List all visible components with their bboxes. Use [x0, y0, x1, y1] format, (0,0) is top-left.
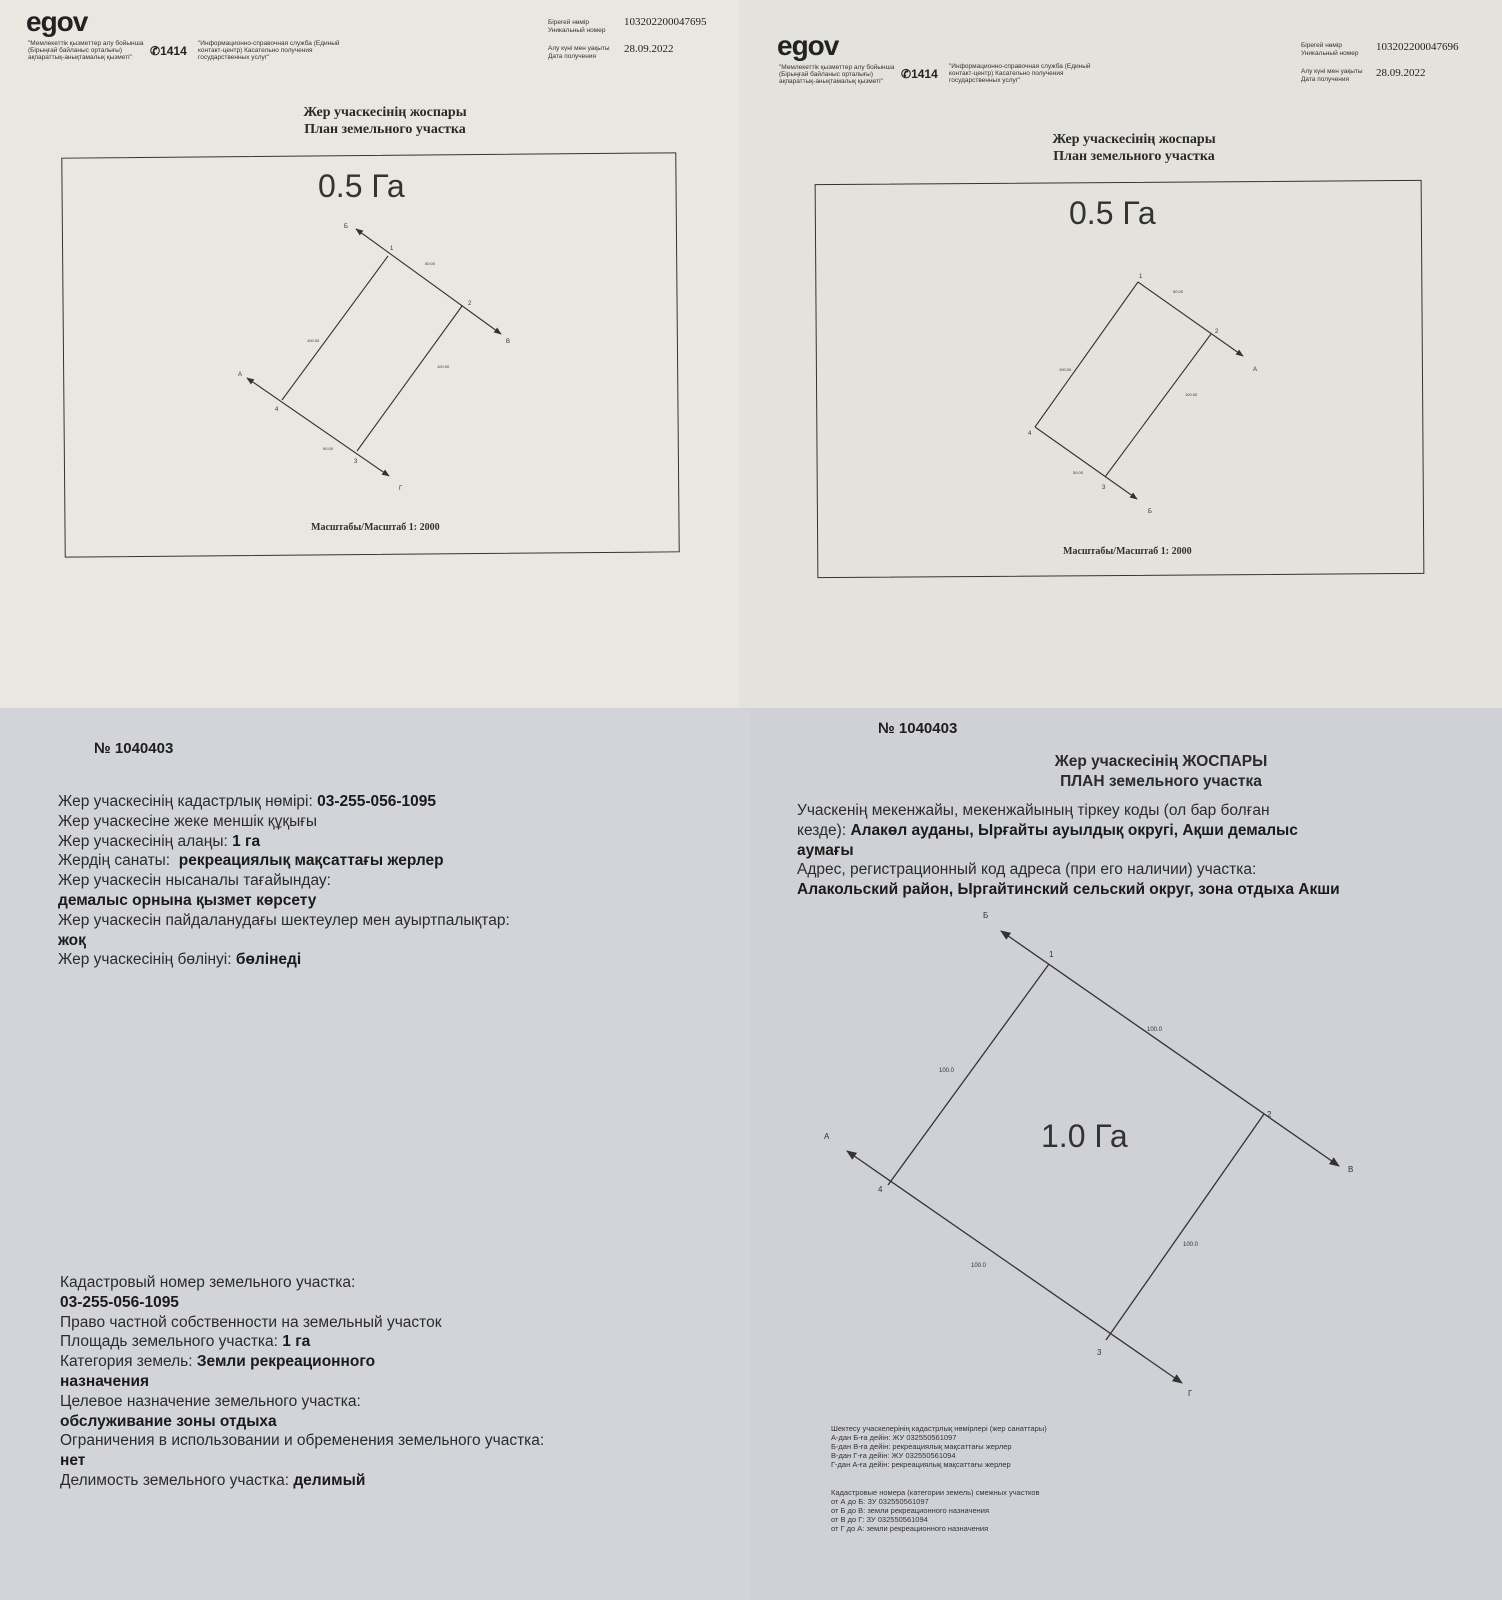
ru-right: Право частной собственности на земельный участок [60, 1313, 442, 1331]
kz-area: Жер учаскесінің алаңы: 1 га [58, 832, 261, 850]
label-pt2: 2 [1215, 329, 1219, 335]
egov-logo: egov [777, 30, 839, 61]
label-len-bottom: 50.00 [1073, 470, 1084, 475]
addr-ru-value: Алакольский район, Ыргайтинский сельский округ, зона отдыха Акши [797, 881, 1340, 899]
adjacent-ru-item: от Г до А: земли рекреационного назначения [831, 1524, 989, 1533]
adjacent-ru-item: от Б до В: земли рекреационного назначения [831, 1506, 990, 1515]
ru-category-cont: назначения [60, 1372, 150, 1390]
label-pt4: 4 [275, 407, 279, 413]
ru-cadastral-value: 03-255-056-1095 [60, 1293, 179, 1311]
adjacent-ru-item: от В до Г: ЗУ 032550561094 [831, 1515, 928, 1524]
label-pt1: 1 [1139, 274, 1143, 280]
label-pt3: 3 [1102, 485, 1106, 491]
phone-1414: ✆1414 [901, 67, 938, 81]
label-dir-a: А [824, 1132, 830, 1141]
label-dir-b: Б [344, 224, 348, 230]
date: 28.09.2022 [1376, 67, 1426, 79]
ru-details [60, 1273, 700, 1491]
label-dir-b: Б [983, 911, 989, 920]
label-len-top: 50.00 [1173, 289, 1184, 294]
addr-kz-value: кезде): Алакөл ауданы, Ырғайты ауылдық округі, Ақши демалыс [797, 821, 1298, 839]
label-len-right: 100.00 [437, 364, 450, 369]
date-label-kz: Алу күні мен уақыты [1301, 68, 1363, 75]
plan-title-kz: Жер учаскесінің ЖОСПАРЫ [1054, 753, 1268, 770]
label-len-left: 100.00 [1059, 367, 1072, 372]
area-label: 1.0 Га [1041, 1118, 1128, 1154]
side-right [357, 306, 462, 451]
adjacent-kz-item: Б-дан В-ға дейін: рекреациялық мақсаттағы жерлер [831, 1442, 1012, 1451]
plot-drawing [739, 0, 1502, 708]
label-pt1: 1 [1049, 950, 1054, 959]
label-dir-g: Г [399, 486, 403, 492]
label-pt3: 3 [1097, 1348, 1102, 1357]
kz-divisibility: Жер учаскесінің бөлінуі: бөлінеді [58, 951, 302, 969]
label-dir-v: В [506, 339, 511, 345]
date: 28.09.2022 [624, 43, 674, 55]
line-a-g [847, 1151, 1182, 1383]
unique-label-ru: Уникальный номер [548, 27, 606, 34]
label-len-left: 100.00 [307, 338, 320, 343]
side-left [888, 964, 1049, 1185]
label-len-left: 100.0 [939, 1068, 955, 1074]
header-ru: "Информационно-справочная служба (Единый контакт-центр) Касательно получения государственных услуг" [949, 63, 1091, 84]
label-len-top: 100.0 [1147, 1027, 1163, 1033]
side-right [1106, 1114, 1264, 1340]
egov-logo: egov [26, 6, 88, 37]
header-ru: "Информационно-справочная служба (Единый контакт-центр) Касательно получения государственных услуг" [198, 40, 340, 61]
adjacent-ru [831, 1488, 1151, 1533]
kz-limits-label: Жер учаскесін пайдаланудағы шектеулер мен ауыртпалықтар: [58, 911, 510, 929]
adjacent-kz [831, 1424, 1151, 1469]
side-top [1138, 282, 1243, 356]
unique-label-kz: Бірегей нөмір [1301, 42, 1342, 49]
side-bottom [1035, 427, 1137, 499]
header-kz: "Мемлекеттік қызметтер алу бойынша (Бірыңғай байланыс орталығы) ақпараттық-анықтамалық қызметі" [779, 64, 895, 85]
label-pt3: 3 [354, 459, 358, 465]
addr-ru-label: Адрес, регистрационный код адреса (при его наличии) участка: [797, 861, 1257, 879]
area-label: 0.5 Га [1069, 195, 1156, 231]
adjacent-kz-item: В-дан Г-ға дейін: ЖУ 032550561094 [831, 1451, 956, 1460]
plan-title-ru: ПЛАН земельного участка [1060, 772, 1262, 790]
ru-category: Категория земель: Земли рекреационного [60, 1353, 376, 1371]
scale-label: Масштабы/Масштаб 1: 2000 [311, 522, 440, 533]
header-kz: "Мемлекеттік қызметтер алу бойынша (Бірыңғай байланыс орталығы) ақпараттық-анықтамалық қызметі" [28, 40, 144, 61]
plan-title-ru: План земельного участка [1053, 149, 1215, 164]
line-b-v [356, 229, 501, 334]
phone-1414: ✆1414 [150, 44, 187, 58]
kz-cadastral: Жер учаскесінің кадастрлық нөмірі: 03-255-056-1095 [58, 793, 437, 810]
ru-area: Площадь земельного участка: 1 га [60, 1333, 311, 1351]
label-len-bottom: 50.00 [323, 446, 334, 451]
scale-label: Масштабы/Масштаб 1: 2000 [1063, 546, 1192, 557]
plan-title-ru: План земельного участка [304, 122, 466, 137]
side-right [1105, 334, 1211, 477]
label-len-right: 100.00 [1185, 392, 1198, 397]
date-label-ru: Дата получения [548, 53, 596, 60]
adjacent-kz-item: Г-дан А-ға дейін: рекреациялық мақсаттағы жерлер [831, 1460, 1011, 1469]
ru-purpose-label: Целевое назначение земельного участка: [60, 1392, 361, 1410]
adjacent-ru-item: от А до Б: ЗУ 032550561097 [831, 1497, 929, 1506]
date-label-kz: Алу күні мен уақыты [548, 45, 610, 52]
date-label-ru: Дата получения [1301, 76, 1349, 83]
plan-page [751, 708, 1502, 1600]
unique-number: 103202200047696 [1376, 41, 1459, 53]
kz-right: Жер учаскесіне жеке меншік құқығы [58, 812, 318, 830]
unique-number: 103202200047695 [624, 16, 707, 28]
label-dir-a: А [1253, 367, 1258, 373]
ru-limits-value: нет [60, 1452, 86, 1470]
plan-sheet-1 [0, 0, 739, 708]
label-len-top: 50.00 [425, 261, 436, 266]
plan-title-kz: Жер учаскесінің жоспары [1052, 132, 1216, 147]
kz-purpose-label: Жер учаскесін нысаналы тағайындау: [58, 872, 331, 890]
ru-cadastral-label: Кадастровый номер земельного участка: [60, 1274, 356, 1291]
plan-title-kz: Жер учаскесінің жоспары [303, 105, 467, 120]
document-number: № 1040403 [94, 740, 174, 757]
document-number: № 1040403 [878, 720, 958, 737]
label-pt4: 4 [878, 1185, 883, 1194]
plan-sheet-2 [739, 0, 1502, 708]
label-pt2: 2 [1267, 1110, 1272, 1119]
kz-details [58, 792, 698, 970]
side-left [282, 256, 388, 400]
label-dir-a: А [238, 372, 243, 378]
kz-limits-value: жоқ [58, 931, 86, 949]
label-dir-v: В [1348, 1165, 1354, 1174]
area-label: 0.5 Га [318, 168, 405, 204]
kz-purpose-value: демалыс орнына қызмет көрсету [58, 891, 317, 909]
adjacent-kz-title: Шектесу учаскелерінің кадастрлық нөмірлері (жер санаттары) [831, 1424, 1047, 1433]
label-dir-b: Б [1148, 509, 1152, 515]
unique-label-ru: Уникальный номер [1301, 50, 1359, 57]
plot-drawing [0, 0, 739, 708]
label-pt1: 1 [390, 246, 394, 252]
ru-purpose-value: обслуживание зоны отдыха [60, 1412, 277, 1430]
certificate-page [0, 708, 751, 1600]
adjacent-ru-title: Кадастровые номера (категории земель) смежных участков [831, 1488, 1040, 1497]
ru-divisibility: Делимость земельного участка: делимый [60, 1471, 366, 1489]
ru-limits-label: Ограничения в использовании и обременения земельного участка: [60, 1432, 545, 1450]
label-len-bottom: 100.0 [971, 1263, 987, 1269]
label-dir-g: Г [1188, 1389, 1193, 1398]
label-pt4: 4 [1028, 431, 1032, 437]
side-left [1035, 282, 1138, 427]
kz-category: Жердің санаты: рекреациялық мақсаттағы жерлер [58, 852, 444, 870]
adjacent-kz-item: А-дан Б-ға дейін: ЖУ 032550561097 [831, 1433, 957, 1442]
addr-kz-value-cont: аумағы [797, 841, 854, 859]
addr-kz-label: Учаскенің мекенжайы, мекенжайының тіркеу коды (ол бар болған [797, 802, 1270, 819]
label-pt2: 2 [468, 301, 472, 307]
unique-label-kz: Бірегей нөмір [548, 19, 589, 26]
line-a-g [247, 378, 389, 476]
label-len-right: 100.0 [1183, 1242, 1199, 1248]
